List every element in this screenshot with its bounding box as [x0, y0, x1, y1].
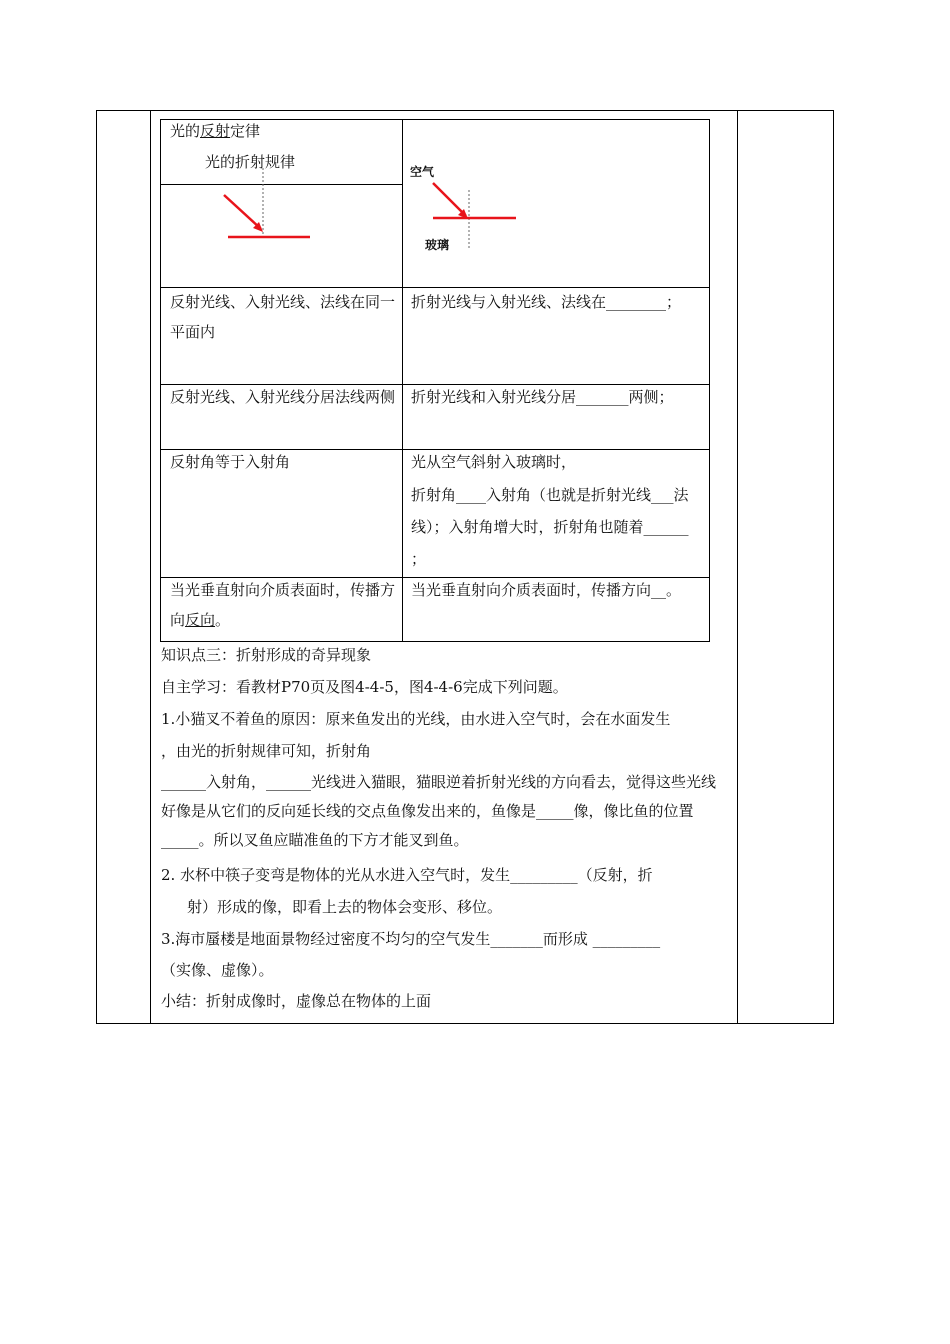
label-glass: 玻璃: [425, 238, 450, 252]
refraction-rule-perpendicular: 当光垂直射向介质表面时，传播方向__。: [411, 581, 682, 599]
question-3-line-1: 3.海市蜃楼是地面景物经过密度不均匀的空气发生_______而形成 _________: [161, 930, 661, 948]
reflection-rule-plane: 反射光线、入射光线、法线在同一平面内: [170, 293, 396, 341]
question-2-line-1: 2. 水杯中筷子变弯是物体的光从水进入空气时，发生_________（反射，折: [161, 866, 653, 884]
refraction-rule-sides: 折射光线和入射光线分居_______两侧；: [411, 388, 674, 406]
table-header-reflection: 光的反射定律: [170, 122, 261, 140]
question-1-line-2: ，由光的折射规律可知，折射角: [161, 742, 372, 760]
refraction-rule-plane: 折射光线与入射光线、法线在________；: [411, 293, 682, 311]
refraction-diagram: [403, 175, 708, 285]
reflection-rule-perpendicular: 当光垂直射向介质表面时，传播方向反向。: [170, 581, 396, 629]
reflection-rule-sides: 反射光线、入射光线分居法线两侧: [170, 388, 396, 406]
table-header-refraction: 光的折射规律: [205, 153, 296, 171]
question-1-body: ______入射角，______光线进入猫眼，猫眼逆着折射光线的方向看去，觉得这些光线好像是从它们的反向延长线的交点鱼像发出来的，鱼像是_____像，像比鱼的位置_____。所以叉鱼应瞄准鱼的下方才能叉到鱼。: [161, 773, 717, 849]
col-divider-1: [150, 110, 151, 1024]
section-title: 知识点三：折射形成的奇异现象: [161, 646, 372, 664]
section-summary: 小结：折射成像时，虚像总在物体的上面: [161, 992, 432, 1010]
col-divider-2: [737, 110, 738, 1024]
reflection-diagram: [160, 160, 400, 285]
refraction-rule-angle: 折射角____入射角（也就是折射光线___法线）；入射角增大时，折射角也随着______ ；: [411, 486, 689, 568]
reflection-rule-angle: 反射角等于入射角: [170, 453, 291, 471]
question-3-line-2: （实像、虚像）。: [161, 961, 274, 979]
label-air: 空气: [410, 165, 435, 179]
refraction-rule-angle-intro: 光从空气斜射入玻璃时，: [411, 453, 577, 471]
question-1-line-1: 1.小猫叉不着鱼的原因：原来鱼发出的光线，由水进入空气时，会在水面发生: [161, 710, 671, 728]
section-intro: 自主学习：看教材P70页及图4-4-5，图4-4-6完成下列问题。: [161, 678, 568, 696]
question-2-line-2: 射）形成的像，即看上去的物体会变形、移位。: [187, 898, 503, 916]
